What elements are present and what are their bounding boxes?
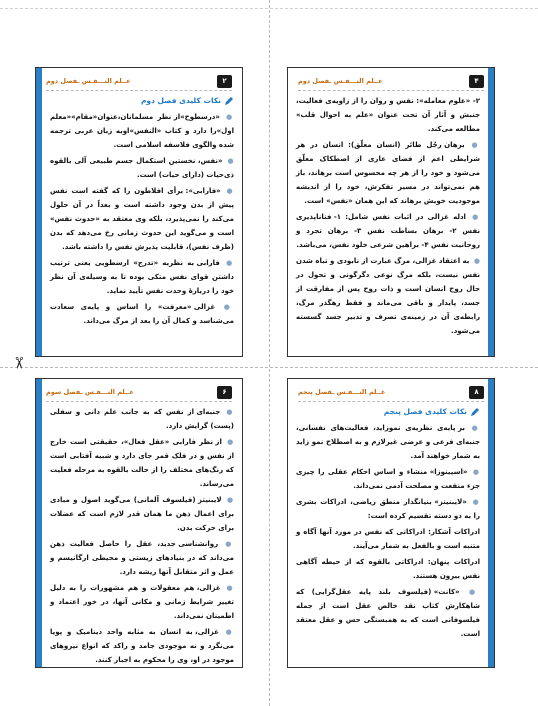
scissors-icon: ✂ <box>9 356 29 370</box>
card-title: عــلم النـــفـس ـفصل دوم <box>298 77 383 85</box>
header-divider <box>46 90 232 91</box>
card-title: عــلم النـــفـس ـفصل سوم <box>46 388 134 396</box>
section-heading <box>296 405 480 419</box>
card-number: ۲ <box>217 75 232 88</box>
card-edge-stripe <box>36 68 42 356</box>
cut-line-horizontal <box>0 367 538 368</box>
header-divider <box>46 401 232 402</box>
point: ادراکات آشکار: ادراکاتی که نفس در مورد آنها آگاه و متنبه است و بالفعل به شمار می‌آیند. <box>296 528 480 550</box>
point: ● «درسطوح»از نظر مسلمانان،عنوان«مقام»«معلم اول»را دارد و کتاب «النفس»اوبه زبان عربی ترجمه شده والگوی فلاسفه اسلامی است. <box>50 113 235 149</box>
point: ● غزالی «معرفت» را اساس و پایه‌ی سعادت می‌شناسد و کمال آن را بعد از مرگ می‌داند. <box>50 303 235 325</box>
card-title: عــلم النـــفـس ـفصل دوم <box>46 77 131 85</box>
section-heading <box>50 94 234 108</box>
point: ● از نظر فارابی «عقل فعال»، حقیقتی است خارج از نفس و در فلک قمر جای دارد و شبیه آفتابی است که رنگ‌های مختلف را از حالت بالقوه به مرحله فعلیت می‌رساند. <box>50 438 235 488</box>
card-edge-stripe <box>36 379 42 667</box>
point: ● «اسپینوزا» منشاء و اساس احکام عقلی را چیزی جزء منفعت و مصلحت آدمی نمی‌داند. <box>296 468 481 490</box>
point: ● ادله غزالی در اثبات نفس شامل: ۱- فنانا‌پذیری نفس ۲- برهان بساطت نفس ۳- برهان تجرد و روحانیت نفس ۴- براهین شرعی خلود نفس، می‌باشد. <box>296 213 481 249</box>
cut-line-vertical <box>269 0 270 706</box>
card-body <box>50 405 235 664</box>
card-header <box>298 74 484 88</box>
flashcard-2 <box>35 67 243 357</box>
pen-icon <box>470 407 480 417</box>
point: ۲- «علوم معامله»: نفس و روان را از زاویه‌ی فعالیت، جنبش و آثار آن تحت عنوان «علم به احوال قلب» مطالعه می‌کند. <box>296 97 480 133</box>
section-heading-text: نکات کلیدی فصل دوم <box>140 96 221 105</box>
point: ● غزالی، به انسان به مثابه واحد دینامیک و پویا می‌نگرد و نه موجودی جامد و راکد که انواع نیروهای موجود در او، وی را محکوم به اجبار کنند. <box>50 628 235 664</box>
flashcard-6 <box>35 378 243 668</box>
card-header <box>298 385 484 399</box>
point: ● لایبنیتز (فیلسوف آلمانی) می‌گوید اصول و مبادی برای اعمال ذهن ما همان قدر لازم است که عضلات برای حرکت بدن. <box>50 496 234 532</box>
point: ● «فارابی»: برأی افلاطون را که گفته است نفس پیش از بدن وجود داشته است و بعداً در آن حلول می‌کند را نمی‌پذیرد، بلکه وی معتقد به «حدوث نفس» است و می‌گوید این حدوث زمانی رخ می‌دهد که بدن (ظرف نفس)، قابلیت پذیرش نفس را داشته باشد. <box>50 187 235 251</box>
point: ادراکات پنهان: ادراکاتی بالقوه که از حیطه آگاهی نفس بیرون هستند. <box>296 558 480 580</box>
card-edge-stripe <box>488 379 494 667</box>
header-divider <box>298 401 484 402</box>
card-body <box>296 94 480 350</box>
card-header <box>46 385 232 399</box>
point: ● «نفس، نخستین استکمال جسم طبیعی آلی بالقوه ذی‌حیات (دارای حیات) است. <box>50 157 235 179</box>
point: ● برهان رجُل طائر (انسان معلّق): انسان در هر شرایطی اعم از فضای عاری از اصطکاک معلّق می‌شود و خود را از هر چه محسوس است برهاند، باز هم نمی‌تواند در مسیر تفکرش، خود را از اندیشه موجودیت خویش برهاند که این همان «نفس» است. <box>296 141 481 205</box>
card-edge-stripe <box>488 68 494 356</box>
point: ● فارابی به نظریه «تدرج» ارسطویی یعنی ترتیب داشتن قوای نفس متکی بوده تا به وسیله‌ی آن نظر خود را دربارهٔ وحدت نفس تأیید نماید. <box>50 259 235 295</box>
flashcard-4 <box>287 67 495 357</box>
flashcard-8 <box>287 378 495 668</box>
point: ● روانشناسی جدید، عقل را حاصل فعالیت ذهن می‌داند که در بنیادهای زیستی و محیطی ارگانیسم و عمل و اثر متقابل آنها ریشه دارد. <box>50 540 235 576</box>
point: ● «لایبنیتز» بنیانگذار منطق ریاضی، ادراکات بشری را به دو دسته تقسیم کرده است: <box>296 498 480 520</box>
card-header <box>46 74 232 88</box>
card-number: ۴ <box>469 75 484 88</box>
point: ● بر پایه‌ی نظریه‌ی نموزاید، فعالیت‌های نفسانی، جنبه‌ای فرعی و عرضی غیرلازم و به اصطلاح نمو زاید به شمار خواهند آمد. <box>296 424 481 460</box>
card-body <box>296 405 480 661</box>
section-heading-text: نکات کلیدی فصل پنجم <box>383 407 467 416</box>
card-number: ۶ <box>217 386 232 399</box>
card-title: عــلم النـــفـس ـفصل پنجم <box>298 388 386 396</box>
card-number: ۸ <box>469 386 484 399</box>
pen-icon <box>224 96 234 106</box>
point: ● جنبه‌ای از نفس که به جانب علم دانی و سفلی (پست) گرایش دارد. <box>50 408 234 430</box>
header-divider <box>298 90 484 91</box>
point: ● «کانت» (فیلسوف بلند پایه عقل‌گرایی) که شاهکارش کتاب نقد خالص عقل است از جمله فیلسوفانی است که به همبستگی حس و عقل معتقد است. <box>296 588 480 638</box>
point: ● به اعتقاد غزالی، مرگ عبارت از نابودی و تباه شدن نفس نیست، بلکه مرگ نوعی دگرگونی و تحول در حال روح انسان است و ذات روح پس از مفارقت از جسد، پایدار و باقی می‌ماند و فقط رهگذر مرگ، رابطه‌ی آن در زمینه‌ی تصرف و تدبیر جسد گسسته می‌شود. <box>296 257 481 335</box>
point: ● غزالی، هم معقولات و هم مشهورات را به دلیل تغییر شرایط زمانی و مکانی آنها، در خور اعتماد و اطمینان نمی‌داند. <box>50 584 234 620</box>
card-body <box>50 94 234 350</box>
